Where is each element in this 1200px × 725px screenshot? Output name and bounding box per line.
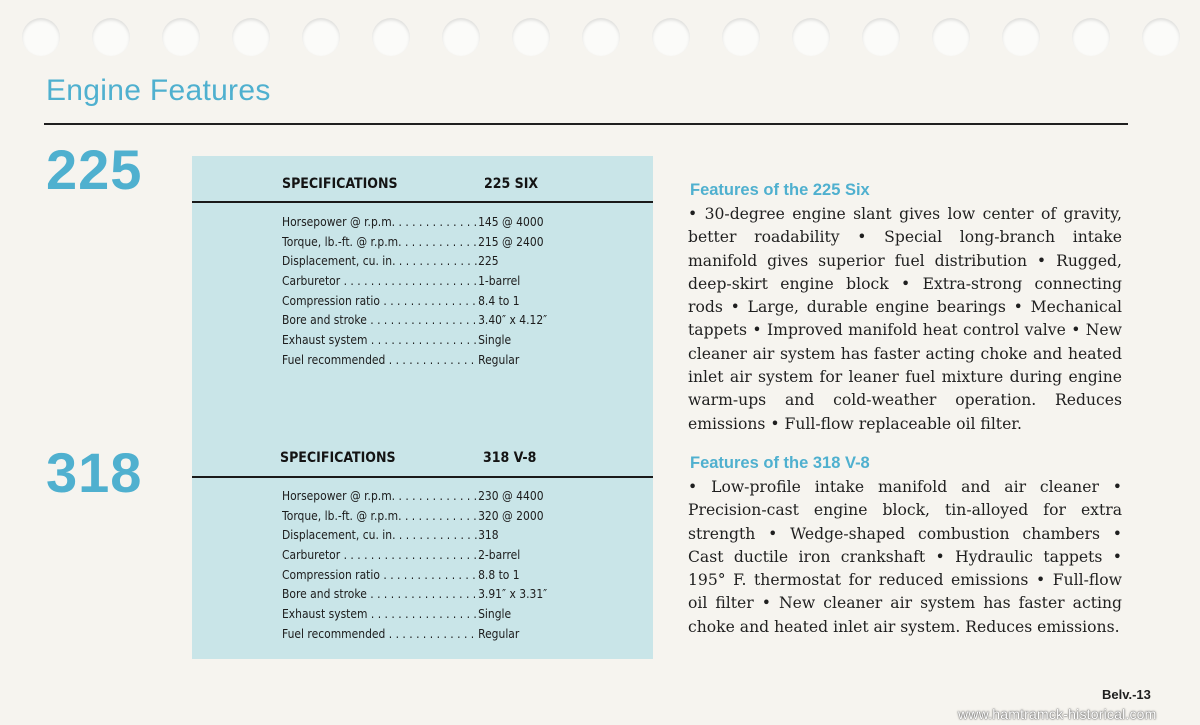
spec-row (282, 584, 547, 604)
binder-hole (792, 18, 830, 56)
spec-row (282, 330, 547, 350)
spec-value: Regular (478, 351, 520, 367)
features-title-318: Features of the 318 V-8 (690, 454, 870, 472)
spec-label: Compression ratio . . . (282, 291, 478, 311)
spec-model: 225 SIX (484, 176, 539, 192)
spec-row (282, 486, 547, 506)
spec-label: Exhaust system . . . (282, 330, 478, 350)
engine-number-225: 225 (46, 138, 143, 201)
spec-value: Single (478, 332, 512, 348)
spec-label: Bore and stroke . . . (282, 584, 478, 604)
binder-hole (582, 18, 620, 56)
binder-hole (1072, 18, 1110, 56)
spec-divider (192, 201, 653, 203)
spec-row (282, 212, 547, 232)
binder-hole (162, 18, 200, 56)
spec-label: Carburetor . . . (282, 271, 478, 291)
spec-value: 1-barrel (478, 273, 521, 289)
binder-hole (302, 18, 340, 56)
spec-value: Regular (478, 625, 520, 641)
spec-list-225 (282, 212, 590, 370)
spec-value: 318 (478, 527, 499, 543)
spec-row (282, 565, 547, 585)
binder-hole (232, 18, 270, 56)
spec-row (282, 291, 547, 311)
page-number: Belv.-13 (1102, 687, 1151, 702)
spec-label: Fuel recommended . . . (282, 624, 478, 644)
binder-hole (932, 18, 970, 56)
spec-label: Displacement, cu. in. . . . (282, 251, 478, 271)
spec-value: 3.91″ x 3.31″ (478, 586, 548, 602)
page-title: Engine Features (46, 74, 271, 107)
spec-value: 230 @ 4400 (478, 488, 544, 503)
title-divider (44, 123, 1128, 125)
spec-row (282, 232, 547, 252)
spec-model: 318 V-8 (483, 450, 537, 466)
spec-value: 3.40″ x 4.12″ (478, 312, 548, 328)
spec-label: Bore and stroke . . . (282, 310, 478, 330)
binder-hole (372, 18, 410, 56)
spec-value: Single (478, 606, 512, 622)
spec-label: Displacement, cu. in. . . . (282, 525, 478, 545)
spec-label: Compression ratio . . . (282, 565, 478, 585)
spec-row (282, 506, 547, 526)
features-text-225: • 30-degree engine slant gives low center of gravity, better roadability • Special long-branch intake manifold gives superior fuel distribution • Rugged, deep-skirt engine block • Extra-strong connecting rods • Large, durable engine bearings • Mechanical tappets • Improved manifold heat control valve • New cleaner air system has faster acting choke and heated inlet air system for leaner fuel mixture during engine warm-ups and cold-weather operation. Reduces emissions • Full-flow replaceable oil filter. (688, 205, 1122, 433)
spec-label: Carburetor . . . (282, 545, 478, 565)
spec-label: Torque, lb.-ft. @ r.p.m. . . . (282, 232, 478, 252)
spec-row (282, 624, 547, 644)
spec-value: 2-barrel (478, 547, 521, 563)
spec-row (282, 350, 547, 370)
spec-value: 8.8 to 1 (478, 566, 520, 582)
spec-divider (192, 476, 653, 478)
binder-hole (652, 18, 690, 56)
features-text-318: • Low-profile intake manifold and air cleaner • Precision-cast engine block, tin-alloyed for extra strength • Wedge-shaped combustion chambers • Cast ductile iron crankshaft • Hydraulic tappets • 195° F. thermostat for reduced emissions • Full-flow oil filter • New cleaner air system has faster acting choke and heated inlet air system. Reduces emissions. (688, 478, 1122, 636)
spec-value: 225 (478, 253, 499, 269)
binder-hole (92, 18, 130, 56)
spec-label: Torque, lb.-ft. @ r.p.m. . . . (282, 506, 478, 526)
spec-heading: SPECIFICATIONS (280, 450, 396, 466)
binder-hole (862, 18, 900, 56)
spec-label: Horsepower @ r.p.m. . . . (282, 486, 478, 506)
spec-value: 145 @ 4000 (478, 214, 544, 229)
spec-row (282, 525, 547, 545)
features-title-225: Features of the 225 Six (690, 181, 870, 199)
binder-hole (22, 18, 60, 56)
spec-row (282, 604, 547, 624)
spec-value: 215 @ 2400 (478, 233, 544, 249)
spec-label: Horsepower @ r.p.m. . . . (282, 212, 478, 232)
binder-hole (1002, 18, 1040, 56)
spec-row (282, 545, 547, 565)
spec-row (282, 310, 547, 330)
binder-holes (0, 18, 1200, 58)
spec-label: Fuel recommended . . . (282, 350, 478, 370)
spec-value: 320 @ 2000 (478, 507, 544, 523)
binder-hole (512, 18, 550, 56)
watermark: www.hamtramck-historical.com (958, 706, 1157, 722)
spec-heading: SPECIFICATIONS (282, 176, 398, 192)
spec-value: 8.4 to 1 (478, 292, 520, 308)
spec-row (282, 271, 547, 291)
spec-list-318 (282, 486, 590, 644)
binder-hole (442, 18, 480, 56)
binder-hole (1142, 18, 1180, 56)
engine-number-318: 318 (46, 441, 143, 504)
spec-label: Exhaust system . . . (282, 604, 478, 624)
binder-hole (722, 18, 760, 56)
spec-row (282, 251, 547, 271)
